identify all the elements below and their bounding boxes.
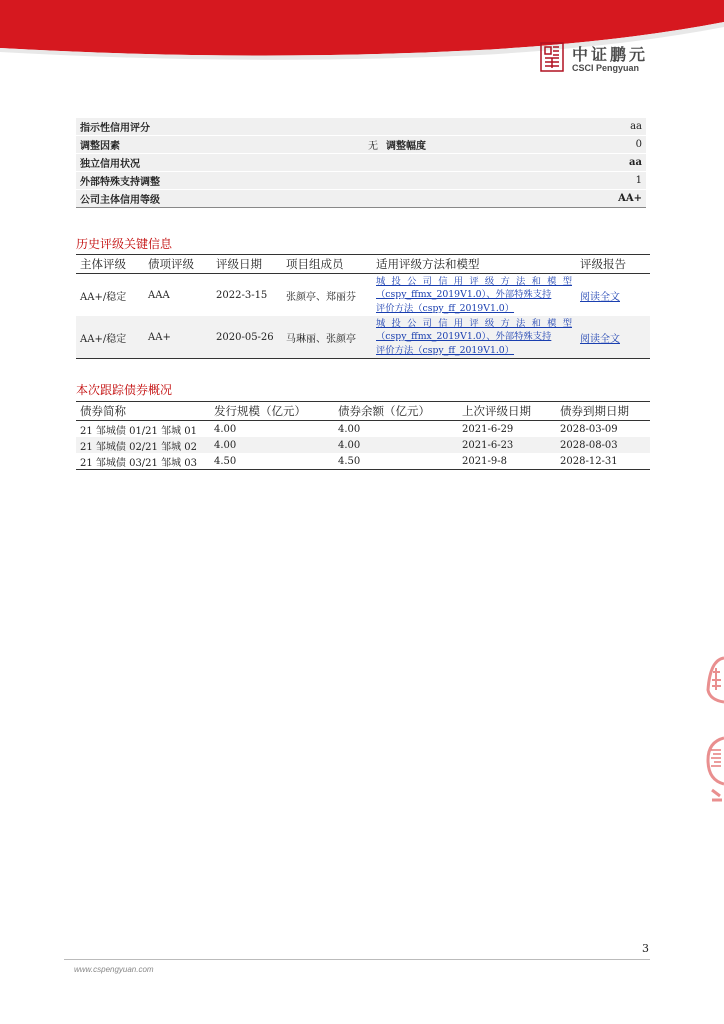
rating-date: 2022-3-15 (216, 289, 268, 301)
rating-value: AA+ (541, 190, 646, 208)
rating-value: aa (541, 154, 646, 172)
rating-row (76, 172, 646, 190)
history-row (76, 316, 650, 359)
maturity-date: 2028-03-09 (560, 423, 618, 435)
rating-mid-label: 调整幅度 (382, 136, 541, 154)
read-report-link[interactable]: 阅读全文 (580, 291, 620, 303)
bonds-header-row (76, 402, 650, 421)
method-line: （cspy_ffmx_2019V1.0）、外部特殊支持 (376, 331, 552, 343)
bonds-header: 上次评级日期 (458, 402, 556, 421)
balance: 4.50 (334, 453, 458, 470)
rating-summary-table (76, 118, 646, 208)
rating-row (76, 118, 646, 136)
rating-value: aa (541, 118, 646, 136)
rating-value: 1 (541, 172, 646, 190)
bond-rating: AAA (148, 289, 170, 301)
method-line: （cspy_ffmx_2019V1.0）、外部特殊支持 (376, 289, 552, 301)
last-rating-date: 2021-9-8 (458, 453, 556, 470)
bonds-table (76, 401, 650, 470)
team-members: 马琳丽、张颜亭 (282, 316, 372, 359)
footer-divider (64, 959, 650, 960)
rating-method-link[interactable] (372, 316, 576, 359)
method-line: 评价方法（cspy_ff_2019V1.0） (376, 344, 515, 356)
rating-row (76, 136, 646, 154)
rating-row (76, 154, 646, 172)
rating-label: 外部特殊支持调整 (76, 172, 354, 190)
issue-size: 4.00 (214, 423, 237, 435)
history-header: 项目组成员 (282, 255, 372, 274)
bond-row (76, 453, 650, 470)
rating-label: 指示性信用评分 (76, 118, 354, 136)
brand-name-cn: 中证鹏元 (572, 45, 649, 64)
bond-row (76, 437, 650, 453)
history-header: 评级报告 (576, 255, 650, 274)
read-report-link[interactable]: 阅读全文 (580, 333, 620, 345)
history-header: 债项评级 (144, 255, 212, 274)
history-table (76, 254, 650, 359)
rating-value: 0 (541, 136, 646, 154)
brand-name-en: CSCI Pengyuan (572, 63, 640, 73)
bonds-header: 债券到期日期 (556, 402, 650, 421)
issuer-rating: AA+/稳定 (80, 291, 127, 303)
bonds-header: 发行规模（亿元） (210, 402, 334, 421)
rating-label: 公司主体信用等级 (76, 190, 354, 208)
team-members: 张颜亭、郑丽芬 (286, 291, 356, 303)
method-line: 城投公司信用评级方法和模型 (376, 317, 572, 329)
last-rating-date: 2021-6-29 (462, 423, 514, 435)
issue-size: 4.00 (210, 437, 334, 453)
rating-method-link[interactable] (372, 274, 576, 317)
method-line: 城投公司信用评级方法和模型 (376, 275, 572, 287)
history-header: 适用评级方法和模型 (372, 255, 576, 274)
balance: 4.00 (338, 423, 361, 435)
bond-name: 21 邹城债 02/21 邹城 02 (76, 437, 210, 453)
rating-label: 独立信用状况 (76, 154, 354, 172)
bond-rating: AA+ (144, 316, 212, 359)
rating-row (76, 190, 646, 208)
rating-date: 2020-05-26 (212, 316, 282, 359)
maturity-date: 2028-12-31 (556, 453, 650, 470)
rating-label: 调整因素 (76, 136, 354, 154)
rating-mid-value: 无 (354, 136, 382, 154)
history-section-title: 历史评级关键信息 (76, 237, 173, 251)
history-header-row (76, 255, 650, 274)
history-header: 主体评级 (76, 255, 144, 274)
maturity-date: 2028-08-03 (556, 437, 650, 453)
history-row (76, 274, 650, 317)
bonds-header: 债券余额（亿元） (334, 402, 458, 421)
bonds-section-title: 本次跟踪债券概况 (76, 383, 173, 397)
brand-logo (540, 42, 660, 76)
bond-row (76, 421, 650, 438)
bond-name: 21 邹城债 03/21 邹城 03 (76, 453, 210, 470)
last-rating-date: 2021-6-23 (458, 437, 556, 453)
issue-size: 4.50 (210, 453, 334, 470)
history-header: 评级日期 (212, 255, 282, 274)
footer-url[interactable]: www.cspengyuan.com (74, 965, 154, 974)
seal-logo-icon (540, 42, 564, 72)
bonds-header: 债券简称 (76, 402, 210, 421)
method-line: 评价方法（cspy_ff_2019V1.0） (376, 302, 515, 314)
page-number: 3 (642, 942, 649, 955)
seal-stamp-icon (700, 650, 724, 810)
balance: 4.00 (334, 437, 458, 453)
issuer-rating: AA+/稳定 (76, 316, 144, 359)
bond-name: 21 邹城债 01/21 邹城 01 (80, 425, 197, 437)
